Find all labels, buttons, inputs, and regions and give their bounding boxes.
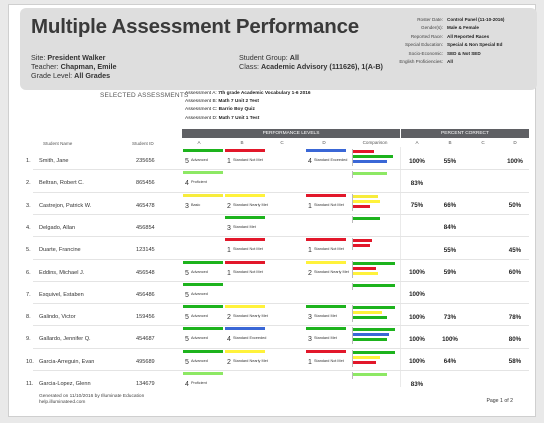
- level-number: 2: [227, 202, 231, 210]
- student-id: 235656: [136, 158, 155, 164]
- level-number: 5: [185, 269, 189, 277]
- level-label: Advanced: [191, 358, 208, 363]
- level-bar: [183, 305, 223, 308]
- grade-value: All Grades: [74, 71, 111, 80]
- filter-row: [367, 16, 527, 24]
- level-label: Advanced: [191, 314, 208, 319]
- col-pct-c: C: [481, 140, 485, 145]
- percent-b: 59%: [443, 269, 457, 276]
- col-pct-b: B: [448, 140, 452, 145]
- comparison-bar: [353, 328, 395, 331]
- row-divider: [33, 303, 529, 304]
- roster-filters: [367, 16, 527, 66]
- level-label: Advanced: [191, 291, 208, 296]
- student-name[interactable]: Beltran, Robert C.: [39, 180, 84, 187]
- row-divider: [33, 259, 529, 260]
- divider: [400, 147, 401, 387]
- percent-correct-band: PERCENT CORRECT: [401, 129, 529, 138]
- row-number: 7.: [26, 291, 31, 298]
- student-name[interactable]: Garcia-Lopez, Glenn: [39, 381, 91, 387]
- level-cell-d: [306, 238, 350, 260]
- row-divider: [33, 192, 529, 193]
- level-bar: [225, 261, 265, 264]
- filter-label: Special Education:: [404, 42, 443, 48]
- percent-a: 100%: [409, 269, 425, 276]
- student-id: 456548: [136, 269, 155, 276]
- comparison-bar: [353, 333, 389, 336]
- filter-label: Socio-Economic:: [408, 50, 443, 56]
- level-cell-a: [183, 194, 227, 216]
- student-name[interactable]: Smith, Jane: [39, 158, 69, 164]
- filter-row: [367, 58, 527, 66]
- level-number: 2: [308, 269, 312, 277]
- filter-label: Roster Date:: [417, 17, 443, 22]
- row-divider: [33, 348, 529, 349]
- percent-b: 64%: [443, 358, 457, 366]
- assessment-key: Assessment D:: [185, 115, 218, 121]
- student-name[interactable]: Esquivel, Estaben: [39, 291, 84, 298]
- level-number: 4: [227, 336, 231, 344]
- filter-row: [367, 50, 527, 58]
- level-cell-a: [183, 283, 227, 305]
- comparison-bar: [353, 195, 378, 198]
- student-name[interactable]: Duarte, Francine: [39, 247, 81, 254]
- comparison-bar: [353, 172, 387, 175]
- level-cell-b: [225, 216, 269, 238]
- level-bar: [225, 149, 265, 152]
- site-value: President Walker: [47, 53, 106, 62]
- percent-d: 100%: [507, 157, 523, 165]
- row-number: 3.: [26, 202, 31, 209]
- student-id: 495689: [136, 358, 155, 365]
- assessment-key: Assessment A:: [185, 91, 217, 96]
- col-pct-d: D: [513, 140, 517, 145]
- col-level-b: B: [240, 140, 244, 145]
- percent-a: 83%: [410, 179, 424, 187]
- level-bar: [183, 261, 223, 264]
- comparison-chart: [350, 305, 398, 325]
- comparison-bar: [353, 155, 393, 158]
- level-label: Standard Not Met: [233, 269, 263, 274]
- level-bar: [183, 327, 223, 330]
- level-number: 3: [308, 314, 312, 322]
- level-number: 5: [185, 291, 189, 299]
- level-bar: [225, 327, 265, 330]
- level-bar: [183, 372, 223, 375]
- comparison-chart: [350, 372, 398, 392]
- percent-d: 45%: [508, 246, 522, 254]
- help-link[interactable]: help.illuminateed.com: [39, 400, 86, 406]
- row-divider: [33, 169, 529, 170]
- level-bar: [225, 194, 265, 197]
- level-bar: [306, 149, 346, 152]
- assessment-name: 7th grade Academic Vocabulary 1-6 2016: [218, 91, 311, 96]
- percent-a: 100%: [409, 157, 425, 165]
- level-bar: [183, 283, 223, 286]
- level-cell-a: [183, 149, 227, 171]
- percent-d: 50%: [508, 202, 522, 210]
- percent-b: 73%: [443, 313, 457, 321]
- comparison-bar: [353, 338, 387, 341]
- student-name[interactable]: Gallardo, Jennifer Q.: [39, 336, 91, 343]
- assessment-item: [185, 99, 259, 104]
- student-id: 456854: [136, 224, 155, 231]
- level-bar: [306, 238, 346, 241]
- percent-a: 100%: [409, 313, 425, 321]
- filter-label: Reported Race:: [410, 33, 443, 39]
- level-label: Standard Met: [314, 314, 337, 319]
- level-number: 2: [227, 314, 231, 322]
- level-cell-b: [225, 327, 269, 349]
- comparison-bar: [353, 351, 395, 354]
- page-title: Multiple Assessment Performance: [31, 15, 359, 38]
- teacher-value: Chapman, Emile: [60, 62, 117, 71]
- percent-b: 55%: [443, 157, 457, 165]
- filter-row: [367, 33, 527, 41]
- level-bar: [225, 350, 265, 353]
- report-footer: [39, 394, 144, 407]
- level-number: 1: [308, 247, 312, 255]
- level-bar: [183, 194, 223, 197]
- assessment-name: Math 7 Unit 1 Test: [218, 115, 260, 121]
- filter-value: All: [447, 59, 453, 65]
- performance-levels-band: PERFORMANCE LEVELS: [182, 129, 400, 138]
- row-divider: [33, 214, 529, 215]
- page-number: Page 1 of 2: [486, 398, 513, 404]
- level-label: Standard Not Met: [233, 158, 263, 162]
- level-number: 5: [185, 336, 189, 344]
- comparison-bar: [353, 150, 374, 153]
- col-comparison: Comparison: [362, 140, 388, 145]
- level-number: 2: [227, 358, 231, 366]
- comparison-bar: [353, 217, 380, 220]
- level-number: 1: [308, 358, 312, 366]
- level-label: Standard Nearly Met: [233, 202, 268, 207]
- level-number: 1: [227, 158, 231, 165]
- level-cell-d: [306, 149, 350, 171]
- comparison-bar: [353, 205, 370, 208]
- level-label: Standard Met: [314, 336, 337, 341]
- row-number: 2.: [26, 180, 31, 187]
- level-number: 4: [185, 381, 189, 388]
- assessment-item: [185, 107, 255, 112]
- comparison-bar: [353, 200, 380, 203]
- percent-b: 100%: [442, 335, 458, 343]
- filter-value: Special & Non Special Ed: [447, 42, 503, 48]
- filter-row: [367, 41, 527, 49]
- class-line: Class: Academic Advisory (111626), 1(A-B): [239, 62, 383, 71]
- level-cell-d: [306, 194, 350, 216]
- level-cell-a: [183, 327, 227, 349]
- level-bar: [183, 149, 223, 152]
- level-label: Basic: [191, 202, 201, 207]
- level-bar: [225, 216, 265, 219]
- level-number: 4: [185, 180, 189, 188]
- comparison-chart: [350, 283, 398, 303]
- level-label: Standard Not Met: [314, 358, 344, 363]
- level-cell-b: [225, 350, 269, 372]
- assessment-name: Math 7 Unit 2 Test: [218, 99, 260, 105]
- assessment-key: Assessment C:: [185, 107, 218, 113]
- generated-note: Generated on 11/10/2016 by Illuminate Education: [39, 394, 145, 399]
- student-id: 465478: [136, 202, 155, 209]
- filter-label: English Proficiencies:: [399, 59, 443, 65]
- assessment-item: [185, 116, 259, 121]
- level-label: Standard Not Met: [314, 202, 344, 207]
- row-number: 1.: [26, 158, 31, 164]
- row-number: 4.: [26, 224, 31, 231]
- level-number: 5: [185, 314, 189, 322]
- level-bar: [306, 261, 346, 264]
- report-page: [8, 4, 536, 417]
- percent-a: 100%: [409, 291, 425, 299]
- comparison-bar: [353, 306, 395, 309]
- level-label: Advanced: [191, 336, 208, 341]
- percent-b: 66%: [443, 202, 457, 210]
- level-label: Proficient: [191, 381, 207, 385]
- col-level-a: A: [197, 140, 201, 145]
- grade-line: Grade Level: All Grades: [31, 71, 111, 80]
- row-divider: [33, 281, 529, 282]
- comparison-chart: [350, 327, 398, 347]
- level-label: Standard Nearly Met: [233, 314, 268, 319]
- filter-label: Gender(s):: [421, 25, 443, 31]
- level-label: Advanced: [191, 158, 208, 162]
- comparison-chart: [350, 149, 398, 169]
- percent-b: 55%: [443, 246, 457, 254]
- filter-value: Control Panel (11-10-2016): [447, 17, 505, 22]
- comparison-bar: [353, 262, 395, 265]
- level-number: 3: [227, 224, 231, 232]
- filter-value: SED & Not SED: [447, 50, 481, 56]
- level-cell-d: [306, 305, 350, 327]
- student-id: 123145: [136, 247, 155, 254]
- level-cell-d: [306, 261, 350, 283]
- level-number: 4: [308, 158, 312, 165]
- comparison-chart: [350, 194, 398, 214]
- filter-row: [367, 24, 527, 32]
- comparison-chart: [350, 238, 398, 258]
- percent-a: 100%: [409, 358, 425, 366]
- level-cell-b: [225, 238, 269, 260]
- comparison-chart: [350, 261, 398, 281]
- student-id: 159456: [136, 314, 155, 321]
- level-cell-b: [225, 305, 269, 327]
- row-number: 8.: [26, 314, 31, 321]
- teacher-line: Teacher: Chapman, Emile: [31, 62, 117, 71]
- level-bar: [306, 327, 346, 330]
- col-student-id: Student ID: [132, 141, 154, 146]
- level-bar: [225, 305, 265, 308]
- comparison-bar: [353, 160, 387, 163]
- comparison-bar: [353, 239, 372, 242]
- level-cell-b: [225, 149, 269, 171]
- level-label: Standard Met: [233, 224, 256, 229]
- level-cell-a: [183, 261, 227, 283]
- percent-b: 84%: [443, 224, 457, 232]
- level-label: Standard Exceeded: [314, 158, 348, 162]
- row-divider: [33, 236, 529, 237]
- comparison-bar: [353, 361, 376, 364]
- row-number: 9.: [26, 336, 31, 343]
- assessment-key: Assessment B:: [185, 99, 217, 105]
- comparison-chart: [350, 216, 398, 236]
- level-number: 1: [227, 269, 231, 277]
- report-header: [20, 8, 537, 90]
- filter-value: Male & Female: [447, 25, 479, 31]
- level-cell-d: [306, 327, 350, 349]
- percent-d: 78%: [508, 313, 522, 321]
- student-name[interactable]: Delgado, Allan: [39, 224, 76, 231]
- class-value: Academic Advisory (111626), 1(A-B): [260, 62, 383, 71]
- filter-value: All Reported Races: [447, 33, 490, 39]
- comparison-bar: [353, 356, 380, 359]
- level-number: 3: [308, 336, 312, 344]
- row-number: 6.: [26, 269, 31, 276]
- level-cell-a: [183, 305, 227, 327]
- level-number: 1: [227, 247, 231, 255]
- selected-assessments-title: SELECTED ASSESSMENTS: [100, 92, 189, 99]
- percent-d: 58%: [508, 358, 522, 366]
- comparison-bar: [353, 267, 376, 270]
- level-cell-b: [225, 194, 269, 216]
- row-number: 10.: [26, 358, 34, 365]
- level-cell-d: [306, 350, 350, 372]
- percent-a: 75%: [410, 202, 424, 210]
- row-number: 11.: [26, 381, 34, 387]
- student-name[interactable]: Galindo, Victor: [39, 314, 76, 321]
- comparison-bar: [353, 311, 382, 314]
- level-label: Standard Not Met: [233, 247, 263, 252]
- col-level-c: C: [280, 140, 284, 145]
- comparison-chart: [350, 171, 398, 191]
- col-pct-a: A: [415, 140, 419, 145]
- col-level-d: D: [322, 140, 326, 145]
- level-number: 3: [185, 202, 189, 210]
- level-bar: [306, 305, 346, 308]
- site-line: Site: President Walker: [31, 53, 106, 62]
- level-label: Proficient: [191, 180, 207, 185]
- level-label: Standard Exceeded: [233, 336, 267, 341]
- level-number: 1: [308, 202, 312, 210]
- student-id: 454687: [136, 336, 155, 343]
- level-number: 5: [185, 158, 189, 165]
- row-number: 5.: [26, 247, 31, 254]
- student-id: 134679: [136, 381, 155, 387]
- level-label: Standard Nearly Met: [314, 269, 349, 274]
- percent-a: 100%: [409, 335, 425, 343]
- assessment-item: [185, 91, 311, 96]
- student-name[interactable]: Eddins, Michael J.: [39, 269, 85, 276]
- comparison-bar: [353, 244, 370, 247]
- group-value: All: [289, 53, 299, 62]
- level-bar: [183, 350, 223, 353]
- level-bar: [306, 194, 346, 197]
- level-label: Standard Not Met: [314, 247, 344, 252]
- assessment-name: Barrio Boy Quiz: [218, 107, 255, 113]
- level-cell-a: [183, 350, 227, 372]
- level-bar: [225, 238, 265, 241]
- row-divider: [33, 370, 529, 371]
- level-label: Standard Nearly Met: [233, 358, 268, 363]
- comparison-bar: [353, 284, 395, 287]
- student-name[interactable]: Garcia-Arreguin, Evan: [39, 358, 95, 365]
- col-student-name: Student Name: [43, 141, 73, 146]
- level-cell-a: [183, 171, 227, 193]
- comparison-bar: [353, 272, 378, 275]
- comparison-bar: [353, 316, 387, 319]
- level-label: Advanced: [191, 269, 208, 274]
- student-name[interactable]: Castrejon, Patrick W.: [39, 202, 92, 209]
- comparison-bar: [353, 373, 387, 376]
- row-divider: [33, 325, 529, 326]
- percent-d: 80%: [508, 335, 522, 343]
- level-number: 5: [185, 358, 189, 366]
- level-cell-a: [183, 372, 227, 394]
- level-cell-b: [225, 261, 269, 283]
- level-bar: [183, 171, 223, 174]
- group-line: Student Group: All: [239, 53, 299, 62]
- comparison-chart: [350, 350, 398, 370]
- level-bar: [306, 350, 346, 353]
- percent-d: 60%: [508, 269, 522, 276]
- percent-a: 83%: [410, 380, 424, 388]
- student-id: 456486: [136, 291, 155, 298]
- student-id: 865456: [136, 180, 155, 187]
